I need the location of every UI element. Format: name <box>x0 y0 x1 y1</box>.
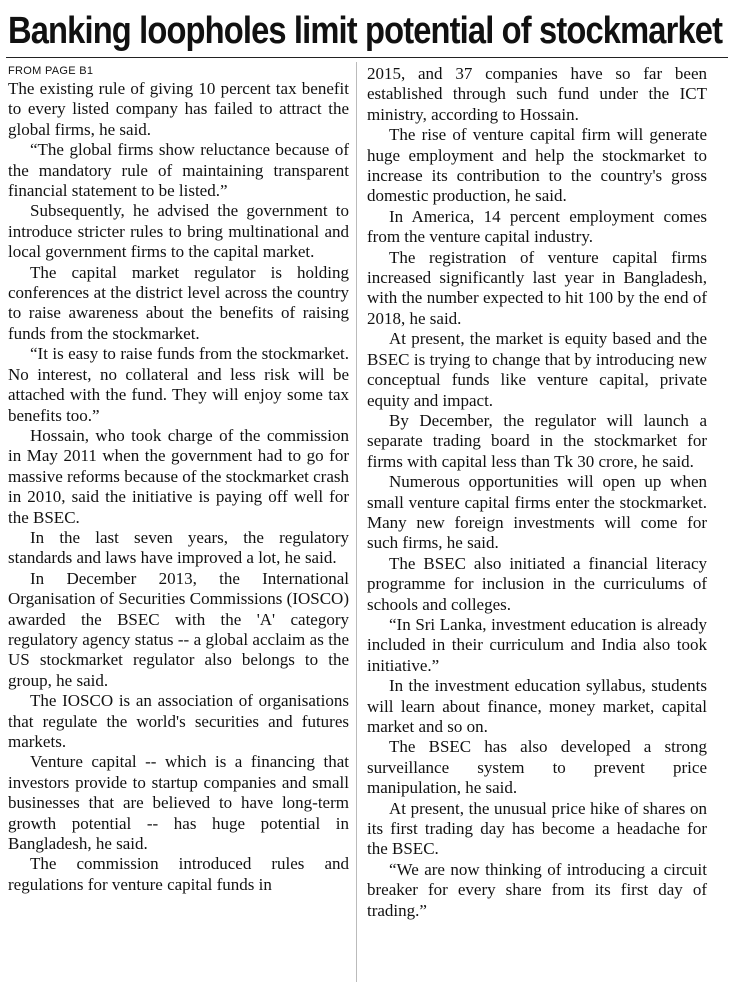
headline-rule <box>6 57 728 58</box>
paragraph: The rise of venture capital firm will generate huge employment and help the stockmarket to increase its contribution to the country's gross domestic production, he said. <box>367 125 707 206</box>
paragraph: Venture capital -- which is a financing that investors provide to startup companies and small businesses that are believed to have long-term growth potential -- has huge potential in Bangladesh, he said. <box>8 752 349 854</box>
paragraph: In December 2013, the International Organisation of Securities Commissions (IOSCO) awarded the BSEC with the 'A' category regulatory agency status -- a global acclaim as the US stockmarket regulator also belongs to the group, he said. <box>8 568 349 690</box>
paragraph: The registration of venture capital firms increased significantly last year in Bangladesh, with the number expected to hit 100 by the end of 2018, he said. <box>367 247 707 328</box>
paragraph: Numerous opportunities will open up when small venture capital firms enter the stockmarket. Many new foreign investments will come for such firms, he said. <box>367 472 707 553</box>
right-column <box>367 64 707 921</box>
article-headline: Banking loopholes limit potential of stockmarket <box>8 10 723 52</box>
paragraph: The BSEC has also developed a strong surveillance system to prevent price manipulation, he said. <box>367 737 707 798</box>
paragraph: The IOSCO is an association of organisations that regulate the world's securities and futures markets. <box>8 691 349 751</box>
paragraph: In America, 14 percent employment comes from the venture capital industry. <box>367 206 707 247</box>
paragraph: The BSEC also initiated a financial literacy programme for inclusion in the curriculums of schools and colleges. <box>367 553 707 614</box>
paragraph: 2015, and 37 companies have so far been established through such fund under the ICT ministry, according to Hossain. <box>367 64 707 124</box>
paragraph: In the last seven years, the regulatory standards and laws have improved a lot, he said. <box>8 527 349 568</box>
left-column <box>8 64 349 895</box>
continued-from-label: FROM PAGE B1 <box>8 65 94 77</box>
column-divider <box>356 62 357 982</box>
paragraph: “In Sri Lanka, investment education is already included in their curriculum and India also took initiative.” <box>367 614 707 675</box>
paragraph: The capital market regulator is holding conferences at the district level across the country to raise awareness about the benefits of raising funds from the stockmarket. <box>8 262 349 343</box>
paragraph: At present, the unusual price hike of shares on its first trading day has become a headache for the BSEC. <box>367 798 707 859</box>
paragraph: The commission introduced rules and regulations for venture capital funds in <box>8 854 349 894</box>
paragraph: Subsequently, he advised the government to introduce stricter rules to bring multinational and local government firms to the capital market. <box>8 201 349 262</box>
paragraph: “We are now thinking of introducing a circuit breaker for every share from its first day of trading.” <box>367 859 707 920</box>
paragraph: “The global firms show reluctance because of the mandatory rule of maintaining transparent financial statement to be listed.” <box>8 140 349 201</box>
paragraph: “It is easy to raise funds from the stockmarket. No interest, no collateral and less risk will be attached with the fund. They will enjoy some tax benefits too.” <box>8 344 349 425</box>
paragraph: At present, the market is equity based and the BSEC is trying to change that by introducing new conceptual funds like venture capital, private equity and impact. <box>367 329 707 410</box>
paragraph: By December, the regulator will launch a separate trading board in the stockmarket for firms with capital less than Tk 30 crore, he said. <box>367 410 707 471</box>
paragraph: The existing rule of giving 10 percent tax benefit to every listed company has failed to attract the global firms, he said. <box>8 79 349 139</box>
paragraph: Hossain, who took charge of the commission in May 2011 when the government had to go for massive reforms because of the stockmarket crash in 2010, said the initiative is paying off well for the BSEC. <box>8 425 349 527</box>
paragraph: In the investment education syllabus, students will learn about finance, money market, capital market and so on. <box>367 676 707 736</box>
